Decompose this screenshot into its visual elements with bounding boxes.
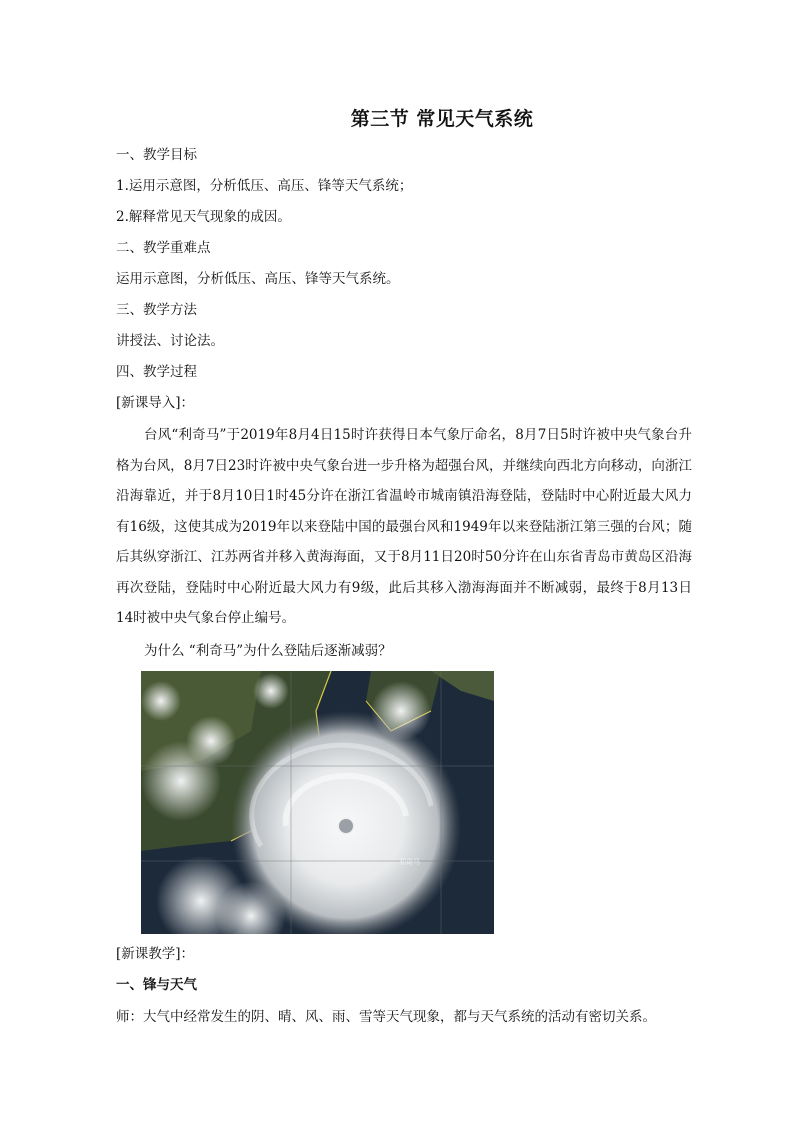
process-heading: 四、教学过程 [116,364,197,380]
goals-heading: 一、教学目标 [116,147,197,163]
question-text: 为什么 “利奇马”为什么登陆后逐渐减弱？ [144,643,392,659]
goal-item-2: 2.解释常见天气现象的成因。 [116,209,291,225]
typhoon-label: 利奇马 [399,858,420,866]
page-title: 第三节 常见天气系统 [350,108,534,130]
front-weather-heading: 一、锋与天气 [116,977,197,993]
key-points-text: 运用示意图，分析低压、高压、锋等天气系统。 [116,271,400,287]
teaching-label: [新课教学]： [116,946,195,962]
method-heading: 三、教学方法 [116,302,197,318]
key-points-heading: 二、教学重难点 [116,240,211,256]
method-text: 讲授法、讨论法。 [116,333,224,349]
intro-paragraph: 台风“利奇马”于2019年8月4日15时许获得日本气象厅命名，8月7日5时许被中央气象台升格为台风，8月7日23时许被中央气象台进一步升格为超强台风，并继续向西北方向移动，向浙江沿海靠近，并于8月10日1时45分许在浙江省温岭市城南镇沿海登陆，登陆时中心附近最大风力有16级，这使其成为2019年以来登陆中国的最强台风和1949年以来登陆浙江第三强的台风；随后其纵穿浙江、江苏两省并移入黄海海面，又于8月11日20时50分许在山东省青岛市黄岛区沿海再次登陆，登陆时中心附近最大风力有9级，此后其移入渤海海面并不断减弱，最终于8月13日14时被中央气象台停止编号。 [116,427,692,626]
teacher-statement: 师：大气中经常发生的阴、晴、风、雨、雪等天气现象，都与天气系统的活动有密切关系。 [116,1009,656,1025]
intro-label: [新课导入]： [116,395,195,411]
goal-item-1: 1.运用示意图，分析低压、高压、锋等天气系统； [116,178,413,194]
typhoon-satellite-image [141,671,494,934]
